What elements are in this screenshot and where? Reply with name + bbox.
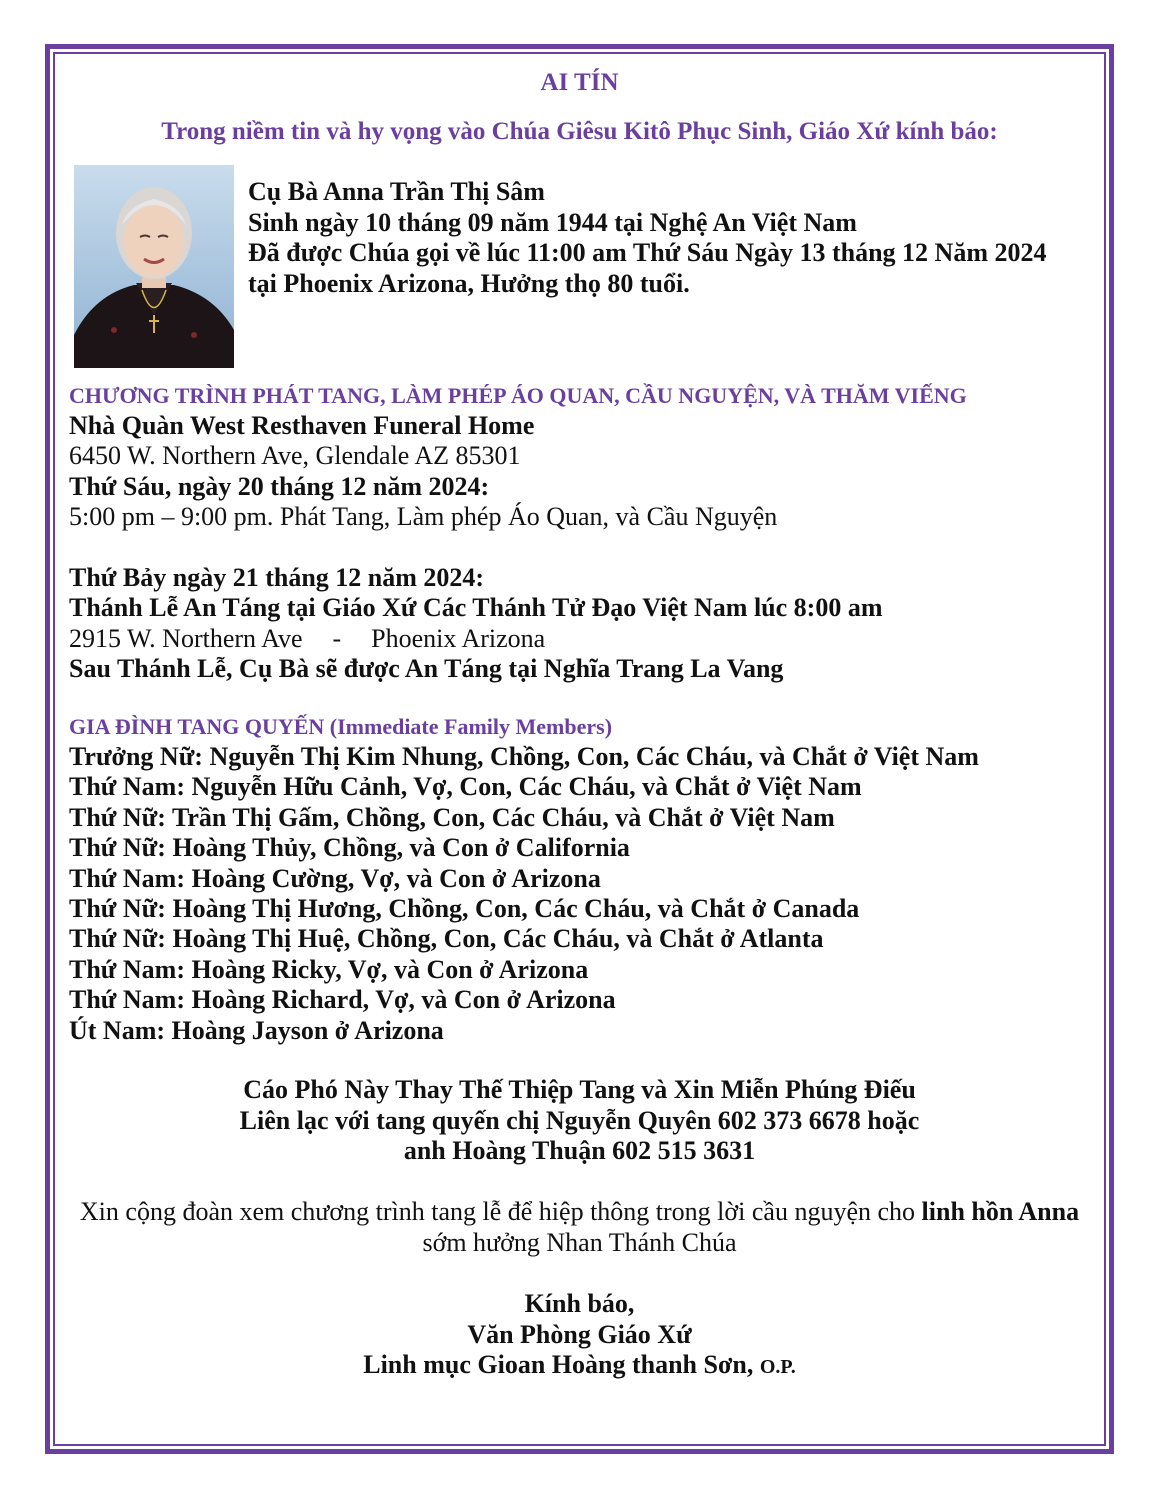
day2-date: Thứ Bảy ngày 21 tháng 12 năm 2024: — [69, 563, 485, 593]
prayer-line-2: sớm hưởng Nhan Thánh Chúa — [422, 1227, 737, 1257]
page-title: AI TÍN — [540, 69, 619, 96]
page-subtitle: Trong niềm tin và hy vọng vào Chúa Giêsu Kitô Phục Sinh, Giáo Xứ kính báo: — [161, 118, 998, 145]
venue-name: Nhà Quàn West Resthaven Funeral Home — [69, 411, 535, 440]
prayer-bold: linh hồn Anna — [921, 1197, 1080, 1226]
family-heading: GIA ĐÌNH TANG QUYẾN (Immediate Family Members) — [69, 714, 613, 739]
program-heading: CHƯƠNG TRÌNH PHÁT TANG, LÀM PHÉP ÁO QUAN, CẦU NGUYỆN, VÀ THĂM VIẾNG — [69, 383, 967, 408]
prayer-line-1 — [0, 1197, 1159, 1228]
signature-block — [0, 1289, 1159, 1383]
burial-info: Sau Thánh Lễ, Cụ Bà sẽ được An Táng tại Nghĩa Trang La Vang — [69, 654, 784, 684]
death-info: Đã được Chúa gọi về lúc 11:00 am Thứ Sáu Ngày 13 tháng 12 Năm 2024 — [248, 238, 1047, 268]
birth-info: Sinh ngày 10 tháng 09 năm 1944 tại Nghệ An Việt Nam — [248, 207, 857, 237]
family-member: Thứ Nữ: Trần Thị Gấm, Chồng, Con, Các Cháu, và Chắt ở Việt Nam — [69, 802, 835, 832]
family-member: Thứ Nam: Nguyễn Hữu Cảnh, Vợ, Con, Các Cháu, và Chắt ở Việt Nam — [69, 772, 862, 802]
notice-line-1: Cáo Phó Này Thay Thế Thiệp Tang và Xin Miễn Phúng Điếu — [243, 1075, 916, 1104]
notice-block — [0, 1075, 1159, 1167]
program-section — [69, 381, 967, 685]
deceased-name: Cụ Bà Anna Trần Thị Sâm — [248, 177, 545, 206]
family-member: Thứ Nữ: Hoàng Thị Hương, Chồng, Con, Các Cháu, và Chắt ở Canada — [69, 894, 860, 924]
day2-address-city: Phoenix Arizona — [371, 623, 546, 653]
signature-priest-name: Linh mục Gioan Hoàng thanh Sơn, — [363, 1350, 760, 1379]
prayer-text: Xin cộng đoàn xem chương trình tang lễ để hiệp thông trong lời cầu nguyện cho — [79, 1197, 922, 1226]
signature-greeting: Kính báo, — [524, 1289, 635, 1318]
signature-office: Văn Phòng Giáo Xứ — [467, 1319, 692, 1349]
family-member: Út Nam: Hoàng Jayson ở Arizona — [69, 1015, 444, 1045]
day2-mass: Thánh Lễ An Táng tại Giáo Xứ Các Thánh Tử Đạo Việt Nam lúc 8:00 am — [69, 593, 883, 623]
notice-line-2: Liên lạc với tang quyến chị Nguyễn Quyên 602 373 6678 hoặc — [239, 1105, 920, 1135]
family-member: Thứ Nam: Hoàng Ricky, Vợ, và Con ở Arizona — [69, 954, 589, 984]
deceased-info — [248, 177, 1046, 299]
day2-address-separator: - — [332, 623, 342, 653]
prayer-block — [0, 1197, 1159, 1258]
family-member: Thứ Nam: Hoàng Cường, Vợ, và Con ở Arizona — [69, 863, 601, 893]
portrait-photo — [74, 165, 234, 368]
family-member: Thứ Nữ: Hoàng Thủy, Chồng, và Con ở California — [69, 833, 630, 863]
family-member: Trưởng Nữ: Nguyễn Thị Kim Nhung, Chồng, Con, Các Cháu, và Chắt ở Việt Nam — [69, 742, 979, 771]
day1-date: Thứ Sáu, ngày 20 tháng 12 năm 2024: — [69, 471, 490, 501]
day1-detail: 5:00 pm – 9:00 pm. Phát Tang, Làm phép Áo Quan, và Cầu Nguyện — [69, 502, 778, 532]
notice-line-3: anh Hoàng Thuận 602 515 3631 — [403, 1136, 756, 1165]
family-section — [69, 712, 979, 1046]
signature-priest — [0, 1350, 1159, 1383]
signature-order: O.P. — [759, 1356, 796, 1378]
venue-address: 6450 W. Northern Ave, Glendale AZ 85301 — [69, 441, 521, 471]
family-member: Thứ Nam: Hoàng Richard, Vợ, và Con ở Arizona — [69, 985, 616, 1015]
day2-address — [69, 624, 967, 654]
day2-address-street: 2915 W. Northern Ave — [69, 623, 303, 653]
family-member: Thứ Nữ: Hoàng Thị Huệ, Chồng, Con, Các Cháu, và Chắt ở Atlanta — [69, 924, 824, 954]
place-age-info: tại Phoenix Arizona, Hưởng thọ 80 tuổi. — [248, 268, 690, 298]
spacer — [69, 533, 967, 563]
